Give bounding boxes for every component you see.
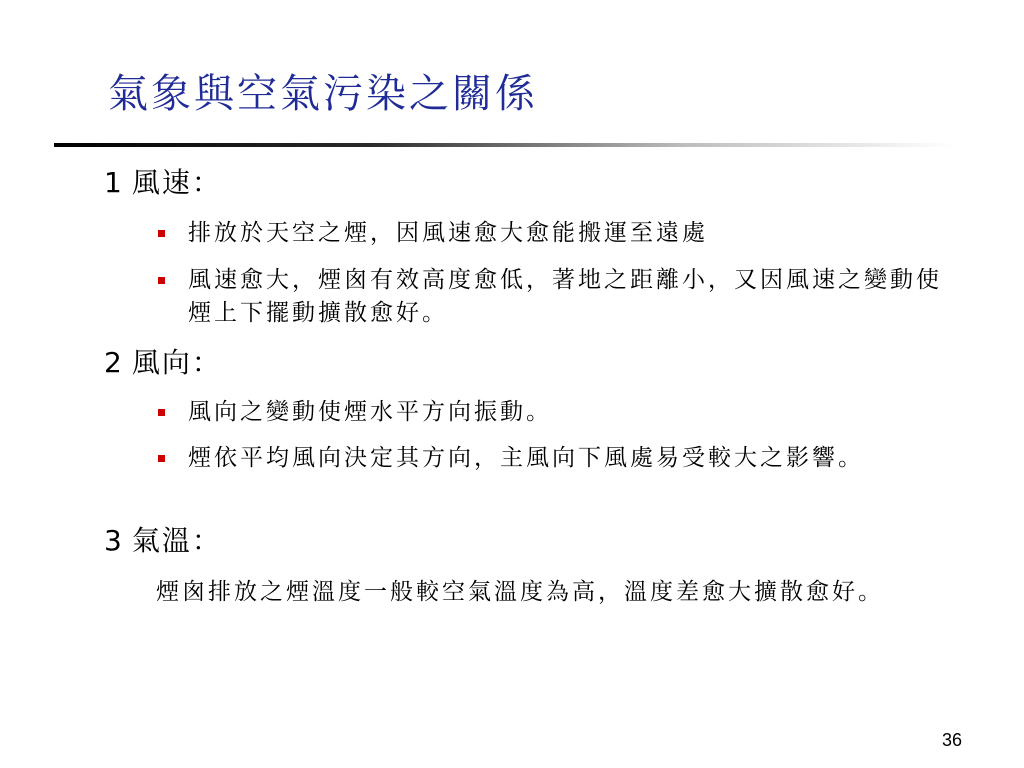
bullet-text: 風向之變動使煙水平方向振動。 xyxy=(188,399,552,425)
page-number: 36 xyxy=(941,730,962,750)
section-heading-text: 風速： xyxy=(131,166,222,199)
bullet-item xyxy=(156,217,946,250)
section-heading-text: 氣溫： xyxy=(131,524,222,557)
section-heading-text: 風向： xyxy=(131,346,222,379)
section-number: 1 xyxy=(104,166,124,199)
square-bullet-icon xyxy=(158,230,165,237)
square-bullet-icon xyxy=(158,409,165,416)
square-bullet-icon xyxy=(158,277,165,284)
paragraph-text: 煙囪排放之煙溫度一般較空氣溫度為高，溫度差愈大擴散愈好。 xyxy=(156,579,884,605)
title-divider xyxy=(54,143,954,147)
bullet-item xyxy=(156,442,946,475)
slide-title: 氣象與空氣污染之關係 xyxy=(108,71,538,117)
section-number: 3 xyxy=(104,524,124,557)
bullet-text: 風速愈大，煙囪有效高度愈低，著地之距離小，又因風速之變動使煙上下擺動擴散愈好。 xyxy=(188,267,942,327)
bullet-item xyxy=(156,396,946,429)
square-bullet-icon xyxy=(158,455,165,462)
section-number: 2 xyxy=(104,346,124,379)
section-heading-temperature xyxy=(104,524,222,558)
section-heading-wind-speed xyxy=(104,166,222,200)
bullet-text: 煙依平均風向決定其方向，主風向下風處易受較大之影響。 xyxy=(188,445,864,471)
section-heading-wind-direction xyxy=(104,346,222,380)
bullet-item xyxy=(156,264,946,331)
bullet-text: 排放於天空之煙，因風速愈大愈能搬運至遠處 xyxy=(188,220,708,246)
